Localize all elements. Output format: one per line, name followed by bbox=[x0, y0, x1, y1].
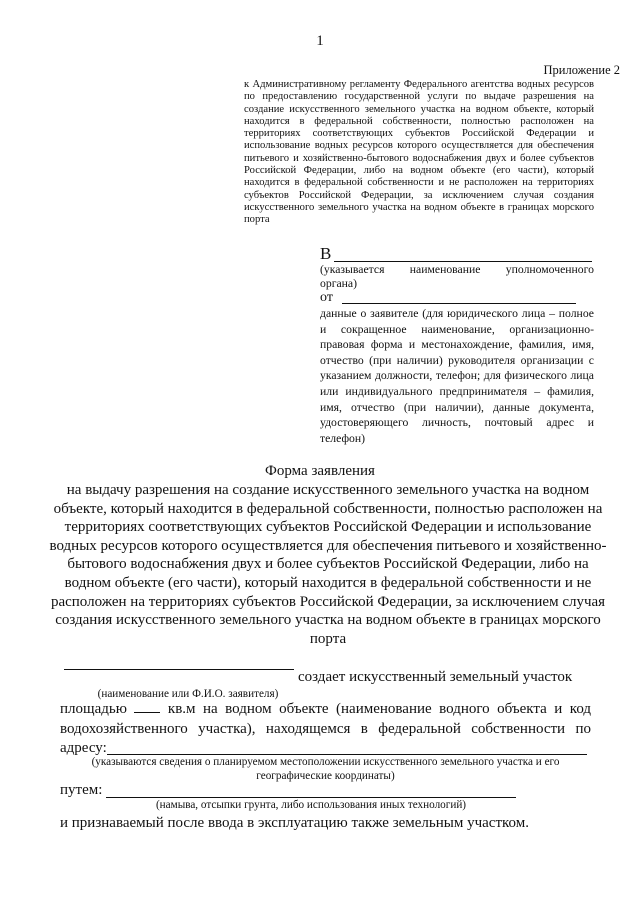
addressee-from-field[interactable] bbox=[320, 289, 576, 307]
addressee-to-prefix: В bbox=[320, 244, 332, 263]
area-prefix: площадью bbox=[60, 701, 127, 717]
area-row bbox=[60, 700, 591, 719]
addressee-to-hint: (указывается наименование уполномоченного bbox=[320, 263, 594, 276]
addressee-to-field[interactable] bbox=[320, 244, 592, 264]
address-hint: (указываются сведения о планируемом местоположении искусственного земельного участка и его географические координаты) bbox=[91, 756, 560, 782]
applicant-blank-line[interactable] bbox=[64, 669, 294, 670]
final-text: и признаваемый после ввода в эксплуатацию также земельным участком. bbox=[60, 815, 530, 831]
route-prefix: путем: bbox=[60, 782, 103, 798]
route-hint: (намыва, отсыпки грунта, либо использования иных технологий) bbox=[155, 799, 467, 811]
addressee-from-hint: данные о заявителе (для юридического лица – полное и сокращенное наименование, организационно-правовая форма и местонахождение, фамилия, имя, отчество (при наличии) руководителя организации с указанием должности, телефон; для физического лица или индивидуального предпринимателя – фамилия, имя, отчество (при наличии), данные документа, удостоверяющего личность, почтовый адрес и телефон) bbox=[320, 307, 594, 445]
address-prefix: адресу: bbox=[60, 740, 107, 756]
form-subtitle: на выдачу разрешения на создание искусственного земельного участка на водном объекте, который находится в федеральной собственности, полностью расположен на территориях соответствующих субъектов Российской Федерации и использование водных ресурсов которого осуществляется для обеспечения питьевого и хозяйственно-бытового водоснабжения двух и более субъектов Российской Федерации, либо на водном объекте (его части), который находится в федеральной собственности и не расположен на территориях субъектов Российской Федерации, за исключением случая создания искусственного земельного участка на водном объекте в границах морского порта bbox=[49, 482, 607, 647]
applicant-hint: (наименование или Ф.И.О. заявителя) bbox=[97, 688, 279, 700]
appendix-text: к Административному регламенту Федерального агентства водных ресурсов по предоставлению государственной услуги по выдаче разрешения на создание искусственного земельного участка на водном объекте, который находится в федеральной собственности, полностью расположен на территориях соответствующих субъектов Российской Федерации и использование водных ресурсов которого осуществляется для обеспечения питьевого и хозяйственно-бытового водоснабжения двух и более субъектов Российской Федерации, либо на водном объекте (его части), который находится в федеральной собственности и не расположен на территориях субъектов Российской Федерации, за исключением случая создания искусственного земельного участка на водном объекте в границах морского порта bbox=[244, 79, 594, 226]
area-blank-line[interactable] bbox=[134, 700, 160, 713]
addressee-to-line bbox=[334, 261, 592, 262]
page-number: 1 bbox=[316, 33, 324, 49]
form-title: Форма заявления bbox=[265, 463, 375, 479]
addressee-to-hint-2: органа) bbox=[320, 277, 358, 290]
body-line-2: водохозяйственного участка), находящемся в федеральной собственности по bbox=[60, 721, 591, 737]
area-suffix: кв.м на водном объекте (наименование водного объекта и код bbox=[167, 701, 592, 717]
addressee-from-line bbox=[342, 303, 576, 304]
route-blank-line[interactable] bbox=[106, 797, 516, 798]
appendix-label: Приложение 2 bbox=[543, 63, 620, 77]
address-blank-line[interactable] bbox=[107, 754, 587, 755]
addressee-from-prefix: от bbox=[320, 290, 333, 305]
creates-text: создает искусственный земельный участок bbox=[298, 669, 573, 685]
